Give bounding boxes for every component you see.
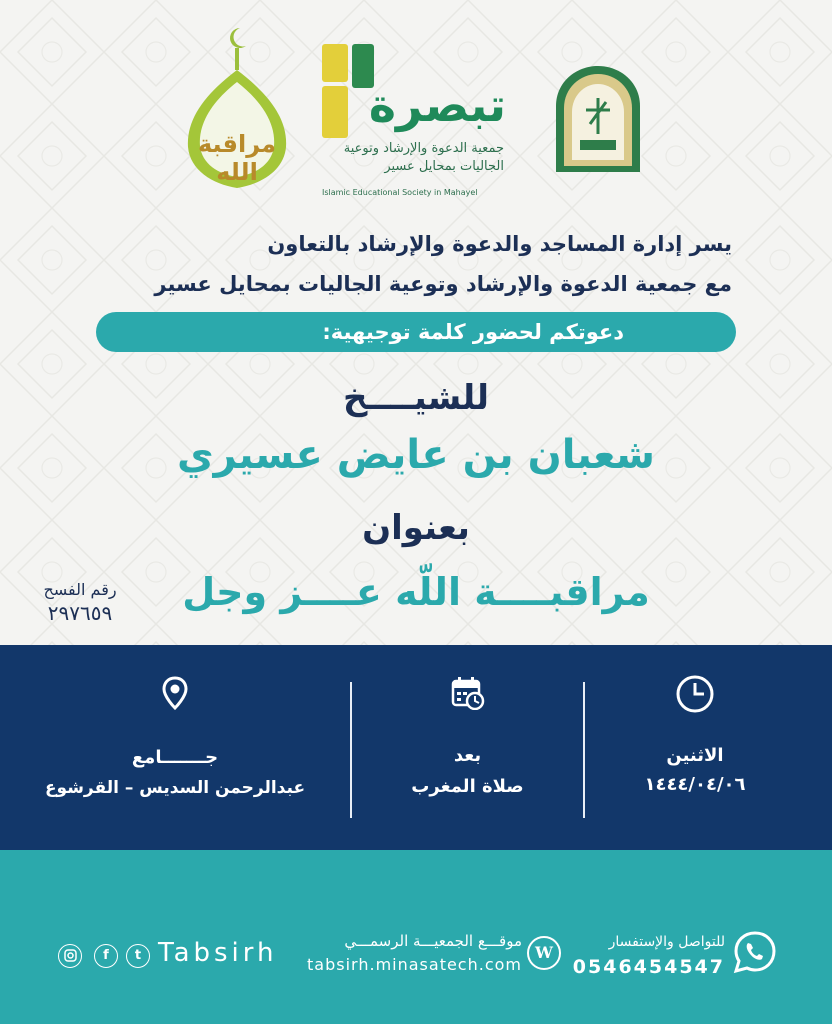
- sheikh-name: شعبان بن عايض عسيري: [176, 432, 656, 478]
- tabsira-mark-yellow: [322, 44, 348, 82]
- intro-line-1: يسر إدارة المساجد والدعوة والإرشاد بالتعاون: [267, 232, 732, 256]
- time-line-2: صلاة المغرب: [411, 776, 524, 797]
- tabsira-english-name: Islamic Educational Society in Mahayel: [322, 188, 478, 197]
- title-label: بعنوان: [362, 508, 470, 548]
- website-badge-icon: W: [527, 936, 561, 970]
- tabsira-title: تبصرة: [368, 78, 506, 132]
- time-column: [360, 676, 575, 797]
- talk-title: مراقبــــة اللّه عــــز وجل: [182, 570, 650, 614]
- tabsira-subtitle-2: الجاليات بمحايل عسير: [384, 159, 504, 174]
- twitter-icon[interactable]: t: [126, 944, 150, 968]
- permit-number: ٢٩٧٦٥٩: [47, 601, 113, 625]
- facebook-icon[interactable]: f: [94, 944, 118, 968]
- intro-line-2: مع جمعية الدعوة والإرشاد وتوعية الجاليات بمحايل عسير: [154, 272, 732, 296]
- date-column: [600, 674, 790, 795]
- date-line-2: ١٤٤٤/٠٤/٠٦: [644, 774, 746, 795]
- location-line-2: عبدالرحمن السديس – القرشوع: [44, 778, 306, 798]
- ministry-emblem: [550, 62, 646, 174]
- website-label: موقـــع الجمعيـــة الرسمـــي: [344, 932, 522, 950]
- tabsira-subtitle-1: جمعية الدعوة والإرشاد وتوعية: [343, 141, 504, 156]
- tabsira-logo: [318, 40, 518, 205]
- divider-2: [583, 682, 585, 818]
- permit-label: رقم الفسح: [43, 580, 117, 599]
- social-handle[interactable]: Tabsirh: [158, 938, 278, 968]
- time-line-1: بعد: [453, 745, 482, 766]
- clock-icon: [675, 674, 715, 714]
- sheikh-prefix: للشيــــخ: [342, 378, 490, 418]
- tabsira-mark-yellow-2: [322, 86, 348, 138]
- divider-1: [350, 682, 352, 818]
- date-line-1: الاثنين: [666, 745, 724, 766]
- invitation-banner: دعوتكم لحضور كلمة توجيهية:: [96, 312, 736, 352]
- website-url[interactable]: tabsirh.minasatech.com: [307, 955, 522, 974]
- permit-block: [20, 580, 140, 625]
- muraqaba-dome-logo: [178, 22, 296, 192]
- location-line-1: جـــــــامع: [131, 747, 219, 768]
- instagram-icon[interactable]: [58, 944, 82, 968]
- location-column: [10, 676, 340, 798]
- location-pin-icon: [162, 676, 188, 710]
- whatsapp-icon[interactable]: [733, 930, 777, 978]
- contact-phone[interactable]: 0546454547: [572, 956, 725, 978]
- calendar-clock-icon: [451, 676, 485, 710]
- contact-label: للتواصل والإستفسار: [608, 934, 725, 950]
- muraqaba-logo-text: مراقبة الله: [197, 130, 277, 186]
